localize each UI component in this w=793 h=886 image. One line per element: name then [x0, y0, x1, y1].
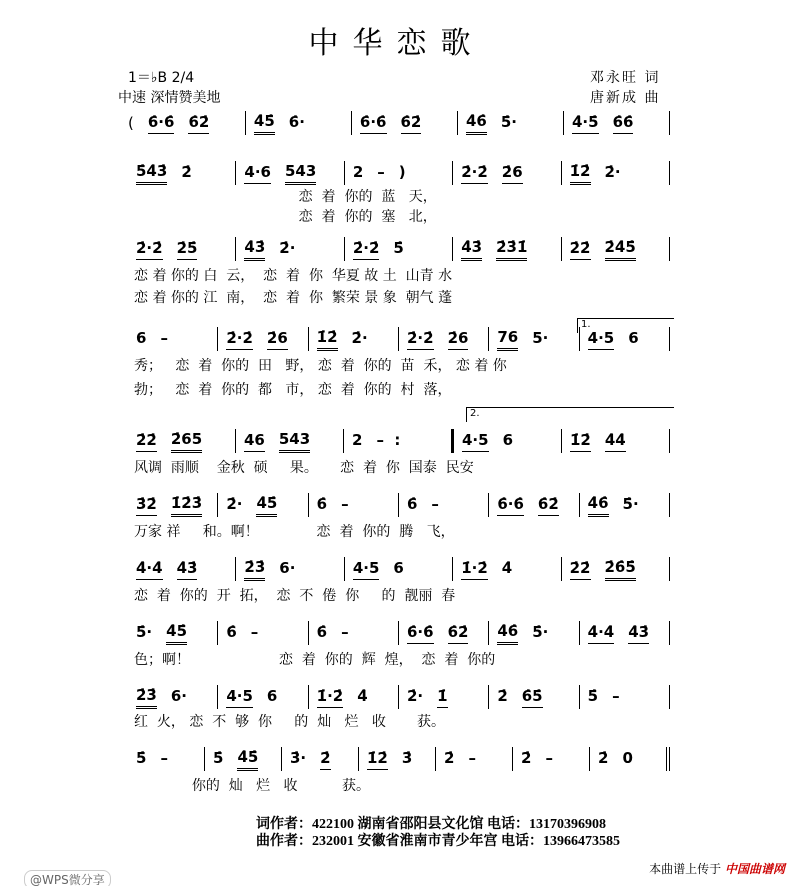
note-group: 6̇: [226, 623, 237, 641]
note-group: 4̇3̇: [628, 623, 649, 644]
lyric-line: 恋 着 你的 江 南， 恋 着 你 繁荣 景 象 朝气 蓬: [134, 290, 453, 306]
note-group: 4̇5̇: [166, 622, 187, 645]
note-group: 4̇6̇: [466, 112, 487, 135]
note-group: 76: [497, 328, 518, 351]
composer-contact: 曲作者：232001 安徽省淮南市青少年宫 电话：13966473585: [256, 834, 620, 849]
note-group: 4·5: [353, 559, 380, 580]
measure: [399, 621, 489, 645]
measure: [399, 685, 489, 709]
note-group: 6: [136, 329, 147, 347]
measure: [309, 493, 399, 517]
lyric-line: 秀； 恋 着 你的 田 野， 恋 着 你的 苗 禾， 恋 着 你: [134, 358, 507, 374]
note-group: 6̇: [406, 495, 418, 513]
notation-row: [128, 684, 670, 710]
note-group: 1̇2̇3̇: [171, 494, 202, 517]
note-group: 4·6: [244, 163, 271, 184]
volta-2: 2.: [466, 407, 674, 422]
note-group: 5̇: [587, 687, 599, 705]
note-group: 2̇3̇: [136, 686, 157, 709]
note-group: 2̇4̇5̇: [605, 238, 636, 261]
note-group: 2̇65: [171, 430, 202, 453]
note-group: 6̇2̇: [538, 495, 559, 516]
note-group: 5·: [532, 329, 549, 347]
measure: [399, 327, 489, 351]
measure: [359, 747, 436, 771]
note-group: 2̇2̇: [136, 431, 157, 452]
note-group: –: [545, 749, 553, 767]
note-group: 2: [352, 163, 364, 181]
note-group: 4̇6̇: [497, 622, 518, 645]
wps-watermark: @WPS微分享: [24, 870, 111, 886]
note-group: 2̇5̇: [177, 239, 198, 260]
notation-row: [128, 160, 670, 186]
measure: [453, 161, 561, 185]
measure: [309, 327, 399, 351]
note-group: 2̇·: [406, 687, 424, 705]
note-group: 6̇2̇: [448, 623, 469, 644]
note-group: 6·: [170, 687, 188, 705]
tempo-marking: 中速 深情赞美地: [118, 90, 221, 106]
note-group: 2̇·2̇: [136, 239, 163, 260]
measure: [218, 493, 308, 517]
measure: [345, 557, 453, 581]
measure: [309, 685, 399, 709]
note-group: 6·: [279, 559, 296, 577]
note-group: 4̇5̇: [256, 494, 277, 517]
notation-row: [128, 620, 670, 646]
note-group: 6: [266, 687, 278, 705]
key-signature: 1＝♭B 2/4: [128, 70, 195, 86]
measure: [128, 685, 218, 709]
measure: [489, 685, 579, 709]
measure: [128, 161, 236, 185]
note-group: 1̇·2̇: [461, 559, 488, 580]
measure: [128, 557, 236, 581]
measure: [489, 327, 579, 351]
volta-1: 1.: [577, 318, 674, 333]
measure: [454, 429, 562, 453]
note-group: 4·5: [588, 329, 615, 350]
note-group: 2̇·: [226, 495, 243, 513]
note-group: 6̇·6̇: [407, 623, 434, 644]
notation-row: [128, 428, 670, 454]
note-group: 4̇·4̇: [588, 623, 615, 644]
measure: [345, 237, 453, 261]
note-group: 1̇2̇: [570, 431, 591, 452]
lyric-line: 恋 着 你的 蓝 天，: [134, 189, 437, 205]
note-group: 5̇·: [532, 623, 549, 641]
note-group: 2̇6: [267, 329, 288, 350]
lyric-line: 恋 着 你的 白 云， 恋 着 你 华夏 故 土 山青 水: [134, 268, 453, 284]
measure: [580, 685, 670, 709]
note-group: 1̇: [437, 687, 447, 708]
note-group: –: [160, 329, 168, 347]
note-group: 2̇·2̇: [226, 329, 253, 350]
note-group: 2̇·2̇: [353, 239, 380, 260]
measure: [458, 111, 564, 135]
lyric-line: 你的 灿 烂 收 获。: [134, 778, 370, 794]
note-group: 6̇2̇: [401, 113, 422, 134]
note-group: 2̇2̇: [570, 559, 591, 580]
note-group: 543: [279, 430, 310, 453]
note-group: 5̇4̇3̇: [136, 162, 167, 185]
note-group: 1̇·2̇: [317, 687, 344, 708]
note-group: 6: [502, 431, 514, 449]
note-group: –: [341, 623, 349, 641]
contact-info: [256, 816, 620, 850]
lyricist-contact: 词作者：422100 湖南省邵阳县文化馆 电话：13170396908: [256, 817, 606, 832]
note-group: 5̇: [136, 749, 147, 767]
measure: [236, 429, 344, 453]
measure: [590, 747, 670, 771]
measure: [352, 111, 458, 135]
note-group: 6̇·6̇: [148, 113, 175, 134]
measure: [453, 237, 561, 261]
note-group: 2̇·: [604, 163, 621, 181]
note-group: 2̇: [320, 749, 330, 770]
note-group: – :: [376, 431, 401, 449]
note-group: 5̇: [213, 749, 224, 767]
song-title: 中华恋歌: [308, 26, 485, 61]
lyric-line: 勃； 恋 着 你的 都 市， 恋 着 你的 村 落，: [134, 382, 452, 398]
note-group: –: [250, 623, 259, 641]
notation-row: [128, 492, 670, 518]
measure: [562, 557, 670, 581]
note-group: 4̇: [357, 687, 368, 705]
note-group: 4·5: [226, 687, 253, 708]
measure: [580, 493, 670, 517]
measure: [436, 747, 513, 771]
measure: [128, 747, 205, 771]
note-group: 6̇·6̇: [360, 113, 387, 134]
note-group: 6̇: [316, 495, 328, 513]
note-group: ): [398, 163, 406, 181]
measure: [489, 621, 579, 645]
note-group: 3̇·: [290, 749, 307, 767]
note-group: 2̇·: [279, 239, 296, 257]
note-group: 2̇: [181, 163, 192, 181]
measure: [128, 327, 218, 351]
note-group: 2̇: [444, 749, 455, 767]
note-group: 543: [285, 162, 316, 185]
note-group: 5̇·: [136, 623, 153, 641]
notation-row: [128, 110, 670, 136]
measure: [489, 493, 579, 517]
note-group: 3̇2̇: [136, 495, 157, 516]
lyric-line: 红 火， 恋 不 够 你 的 灿 烂 收 获。: [134, 714, 446, 730]
note-group: –: [468, 749, 476, 767]
note-group: 2̇: [521, 749, 532, 767]
measure: [282, 747, 359, 771]
notation-row: [128, 236, 670, 262]
upload-source: [649, 860, 785, 877]
note-group: 2: [352, 431, 363, 449]
note-group: –: [431, 495, 439, 513]
composer-credit: 唐新成 曲: [590, 90, 661, 106]
note-group: 2̇6̇5̇: [605, 558, 636, 581]
note-group: 1̇2̇: [367, 749, 388, 770]
lyricist-credit: 邓永旺 词: [590, 70, 661, 86]
measure: [140, 111, 246, 135]
note-group: 2̇·: [351, 329, 368, 347]
note-group: 6̇·: [288, 113, 305, 131]
note-group: 4̇3̇: [244, 238, 265, 261]
measure: [218, 685, 308, 709]
measure: [399, 493, 489, 517]
lyric-line: 恋 着 你的 开 拓， 恋 不 倦 你 的 靓丽 春: [134, 588, 456, 604]
note-group: 5̇·: [622, 495, 639, 513]
measure: [344, 429, 454, 453]
note-group: 5̇: [393, 239, 404, 257]
note-group: 4̇: [501, 559, 513, 577]
note-group: 2̇: [598, 749, 609, 767]
note-group: 2̇·2̇: [461, 163, 488, 184]
lyric-line: 色；啊！ 恋 着 你的 辉 煌， 恋 着 你的: [134, 652, 496, 668]
measure: [562, 429, 670, 453]
note-group: 2̇6: [502, 163, 523, 184]
note-group: 5̇·: [500, 113, 517, 131]
measure: [562, 161, 670, 185]
measure: [236, 161, 344, 185]
measure: [205, 747, 282, 771]
note-group: 6̇5̇: [522, 687, 543, 708]
notation-row: [128, 746, 670, 772]
note-group: 4·5: [462, 431, 489, 452]
note-group: 2̇2̇: [570, 239, 591, 260]
note-group: 4̇3̇: [461, 238, 482, 261]
note-group: 3̇: [401, 749, 413, 767]
note-group: 4̇4̇: [605, 431, 626, 452]
note-group: 6: [393, 559, 404, 577]
note-group: 4̇6̇: [588, 494, 609, 517]
measure: [218, 621, 308, 645]
measure: [236, 237, 344, 261]
lyric-line: 恋 着 你的 塞 北，: [134, 209, 437, 225]
note-group: –: [612, 687, 620, 705]
note-group: 4̇3̇: [177, 559, 198, 580]
upload-label: 本曲谱上传于: [649, 862, 722, 876]
note-group: 6̇2̇: [188, 113, 209, 134]
measure: [128, 429, 236, 453]
measure: [246, 111, 352, 135]
note-group: 4̇·5̇: [572, 113, 599, 134]
note-group: –: [160, 749, 168, 767]
measure: [580, 621, 670, 645]
note-group: 6̇6̇: [613, 113, 634, 134]
notation-row: [128, 556, 670, 582]
note-group: 0: [622, 749, 633, 767]
note-group: 2̇6: [448, 329, 469, 350]
note-group: 6̇·6̇: [497, 495, 524, 516]
note-group: 2̇·2̇: [407, 329, 434, 350]
note-group: 4̇·4̇: [136, 559, 163, 580]
measure: [345, 161, 453, 185]
notation-row: [128, 326, 670, 352]
lyric-line: 风调 雨顺 金秋 硕 果。 恋 着 你 国泰 民安: [134, 460, 474, 476]
measure: [128, 621, 218, 645]
measure: [218, 327, 308, 351]
note-group: 2̇3̇1̇: [496, 238, 527, 261]
note-group: 6̇: [316, 623, 328, 641]
open-paren: (: [128, 114, 134, 132]
note-group: 46: [244, 431, 265, 452]
measure: [562, 237, 670, 261]
lyric-line: 万家 祥 和。啊！ 恋 着 你的 腾 飞，: [134, 524, 455, 540]
site-logo[interactable]: 中国曲谱网: [724, 862, 785, 876]
measure: [309, 621, 399, 645]
note-group: 2̇: [497, 687, 508, 705]
note-group: –: [377, 163, 385, 181]
note-group: 4̇5̇: [237, 748, 258, 771]
measure: [513, 747, 590, 771]
note-group: 4̇5̇: [254, 112, 275, 135]
note-group: 1̇2̇: [317, 328, 338, 351]
measure: [128, 237, 236, 261]
measure: [236, 557, 344, 581]
note-group: –: [341, 495, 349, 513]
measure: [564, 111, 670, 135]
note-group: 6: [628, 329, 639, 347]
measure: [453, 557, 561, 581]
note-group: 2̇3̇: [244, 558, 265, 581]
measure: [128, 493, 218, 517]
measure: [580, 327, 670, 351]
note-group: 1̇2̇: [570, 162, 591, 185]
